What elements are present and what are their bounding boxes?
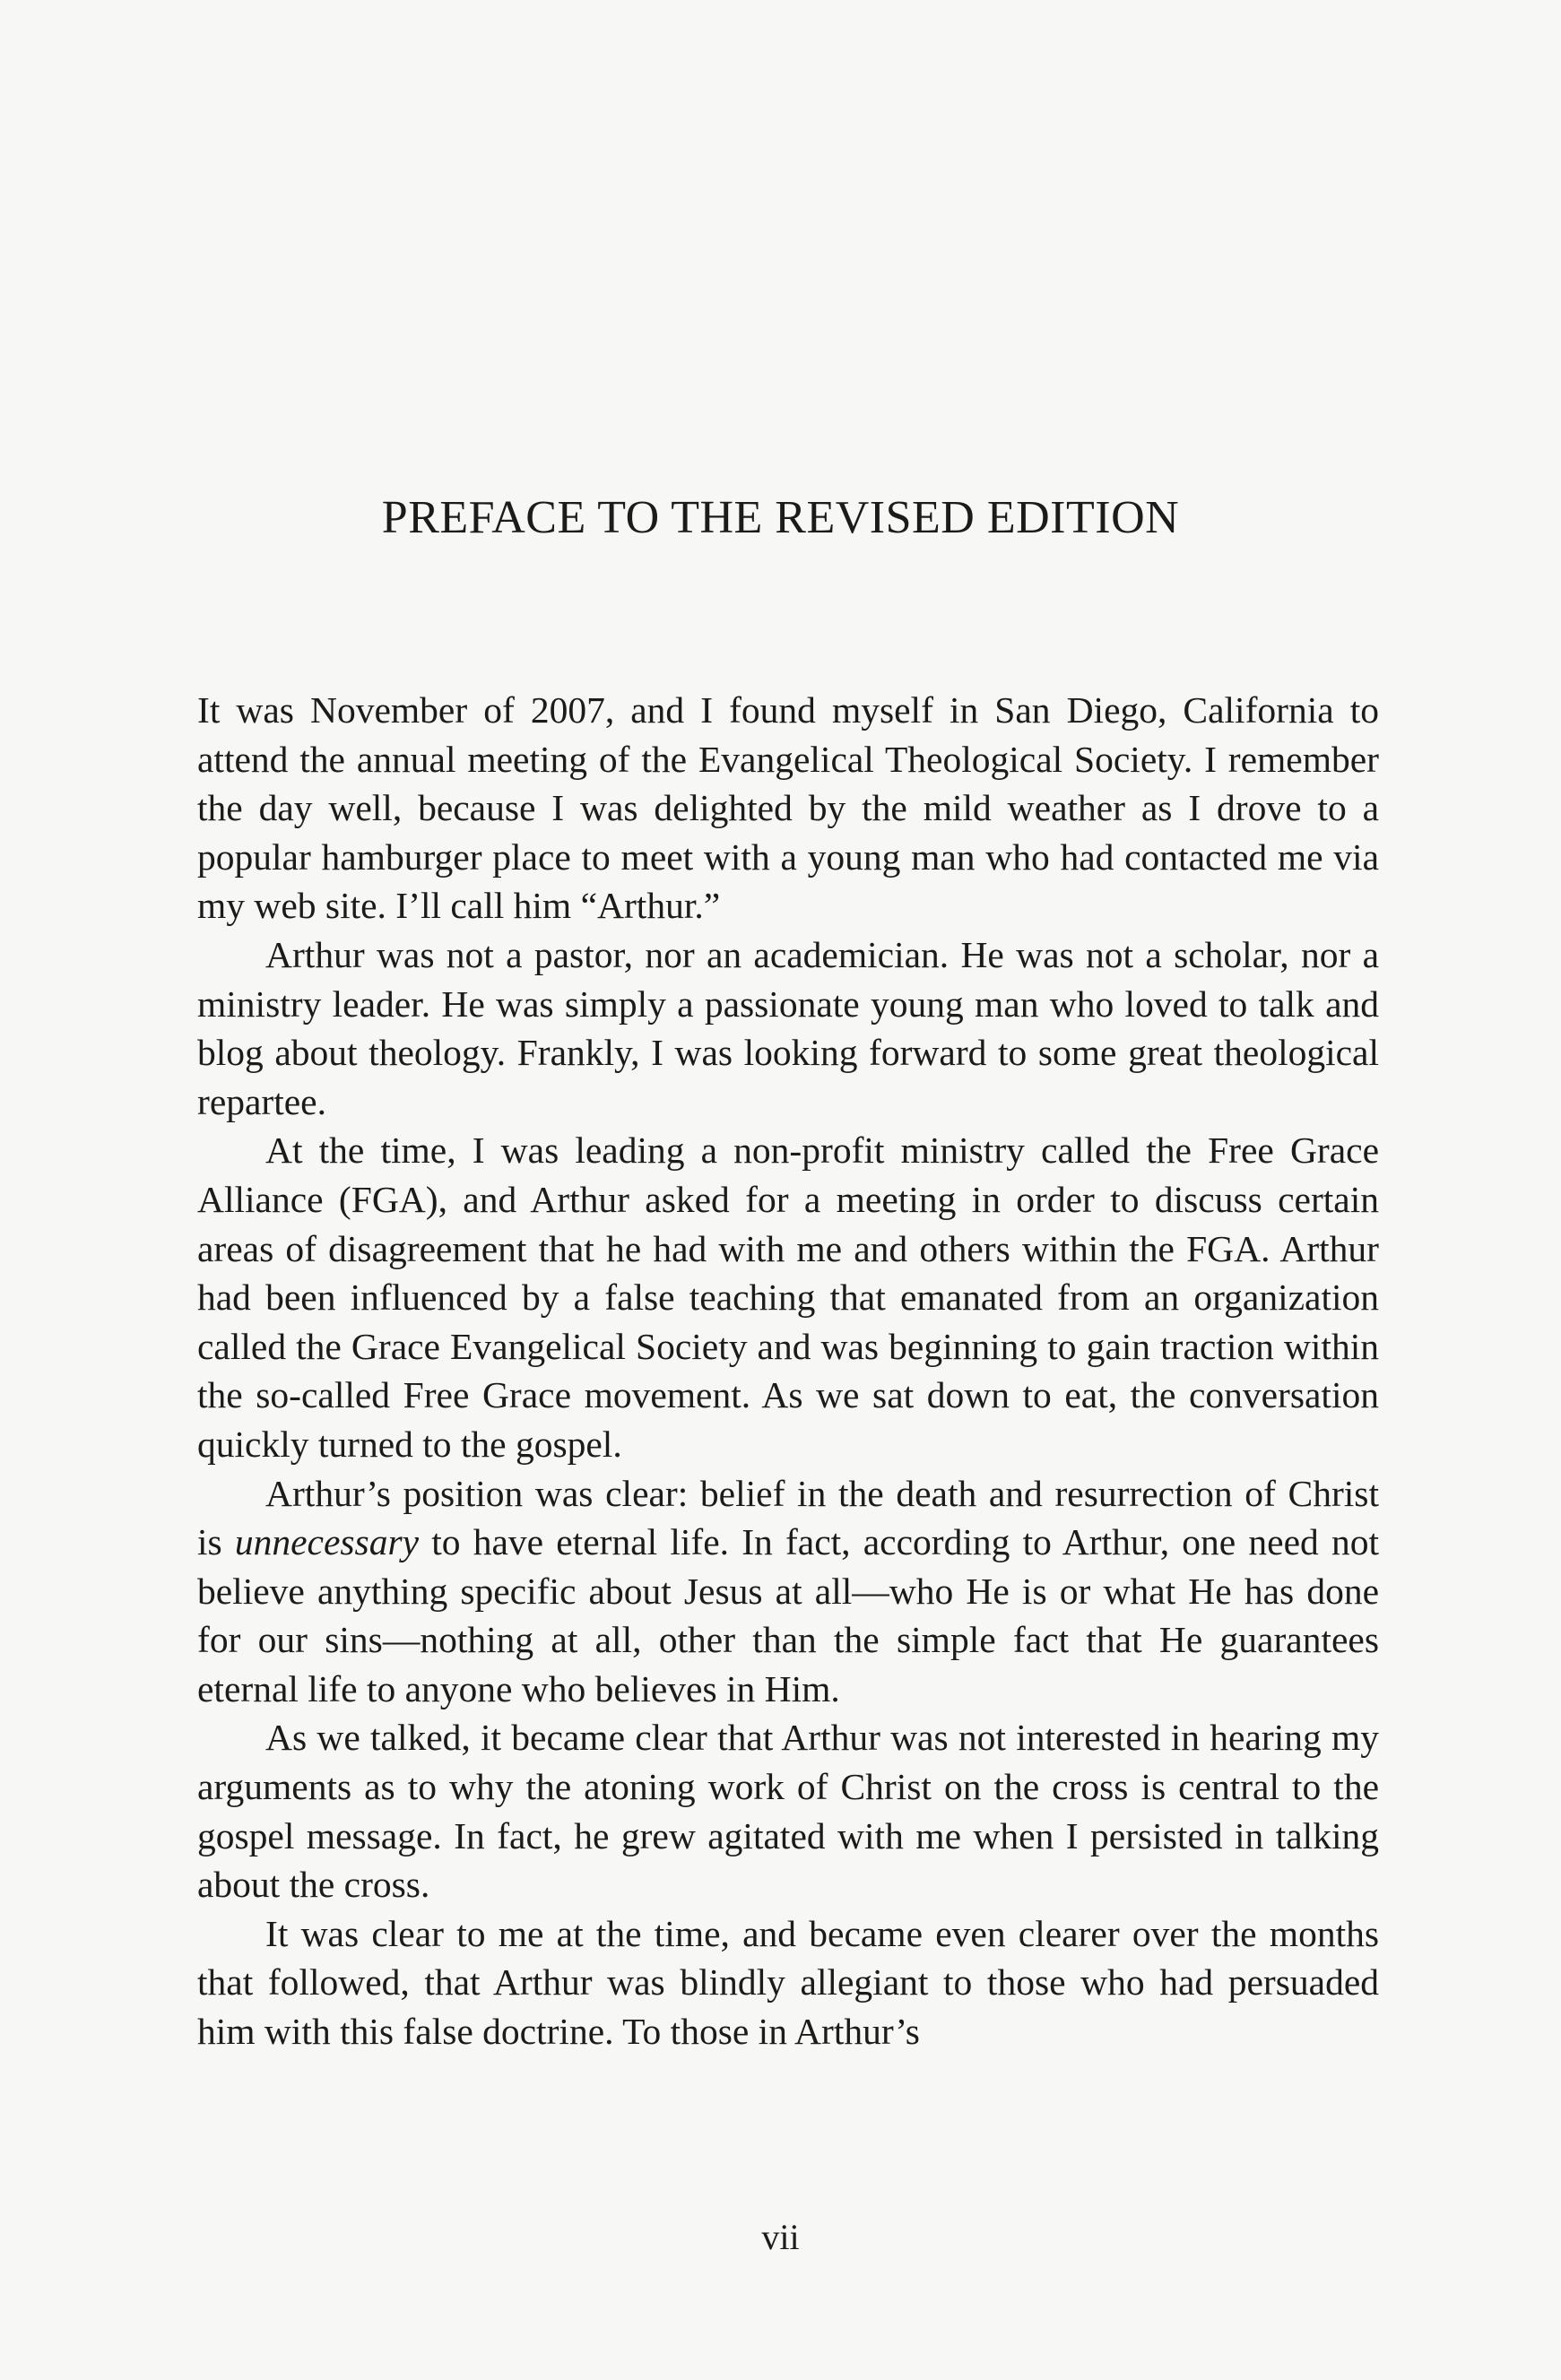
chapter-heading: PREFACE TO THE REVISED EDITION (381, 492, 1180, 543)
preface-body (197, 686, 1379, 2056)
body-paragraph (197, 686, 1379, 930)
text-run: It was November of 2007, and I found myself in San Diego, California to attend the annual meeting of the Evangelical Theological Society. I remember the day well, because I was delighted by the mild weather as I drove to a popular hamburger place to meet with a young man who had contacted me via my web site. I’ll call him “Arthur.” (197, 689, 1379, 927)
italic-emphasis: unnecessary (234, 1521, 420, 1563)
text-run: to have eternal life. In fact, according to Arthur, one need not believe anything specific about Jesus at all—who He is or what He has done for our sins—nothing at all, other than the simple fact that He guarantees eternal life to anyone who believes in Him. (197, 1521, 1379, 1709)
text-run: At the time, I was leading a non-profit ministry called the Free Grace Alliance (FGA), and Arthur asked for a meeting in order to discuss certain areas of disagreement that he had with me and others within the FGA. Arthur had been influenced by a false teaching that emanated from an organization called the Grace Evangelical Society and was beginning to gain traction within the so-called Free Grace movement. As we sat down to eat, the conversation quickly turned to the gospel. (197, 1129, 1379, 1465)
page-number: vii (761, 2217, 800, 2257)
body-paragraph (197, 1469, 1379, 1714)
body-paragraph (197, 1909, 1379, 2056)
text-run: Arthur’s position was clear: belief in the death and resurrection of Christ is (197, 1472, 1379, 1563)
text-run: Arthur was not a pastor, nor an academician. He was not a scholar, nor a ministry leader. He was simply a passionate young man who loved to talk and blog about theology. Frankly, I was looking forward to some great theological repartee. (197, 933, 1379, 1122)
body-paragraph (197, 930, 1379, 1126)
text-run: It was clear to me at the time, and became even clearer over the months that followed, that Arthur was blindly allegiant to those who had persuaded him with this false doctrine. To those in Arthur’s (197, 1912, 1379, 2053)
text-run: As we talked, it became clear that Arthur was not interested in hearing my arguments as to why the atoning work of Christ on the cross is central to the gospel message. In fact, he grew agitated with me when I persisted in talking about the cross. (197, 1717, 1379, 1906)
body-paragraph (197, 1713, 1379, 1908)
body-paragraph (197, 1126, 1379, 1468)
